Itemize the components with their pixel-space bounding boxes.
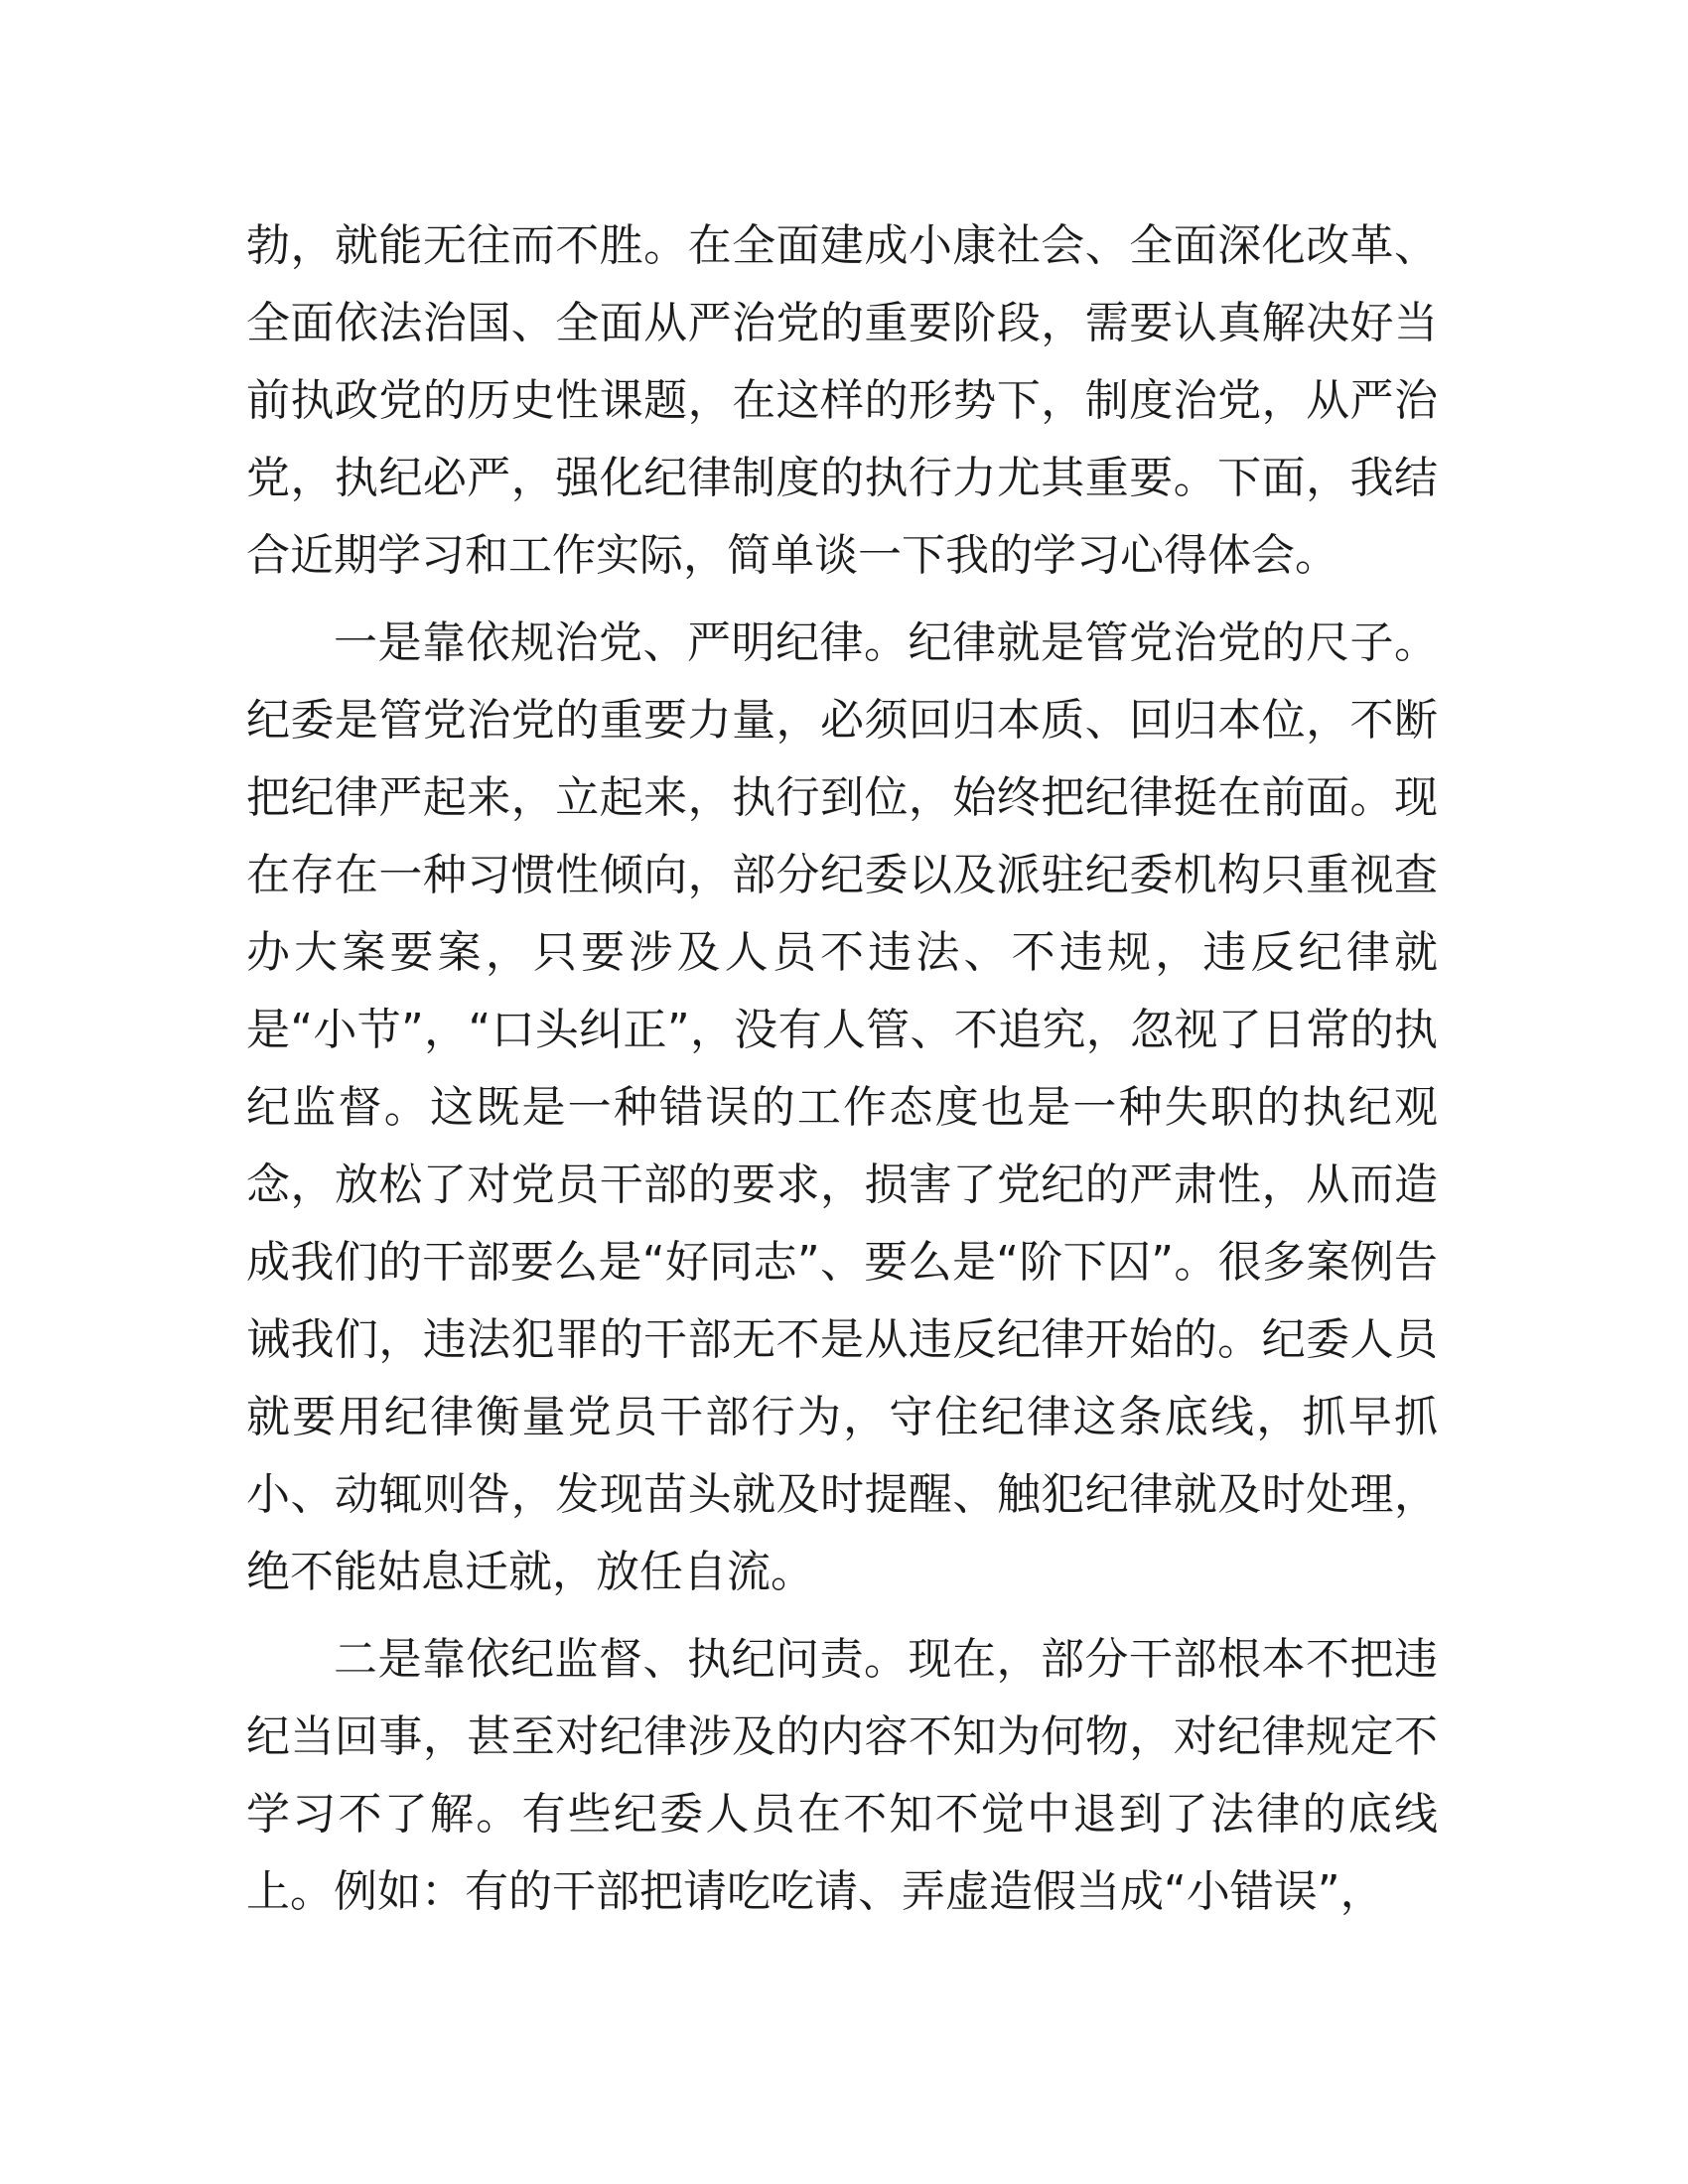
paragraph-intro: 勃，就能无往而不胜。在全面建成小康社会、全面深化改革、全面依法治国、全面从严治党的重要阶段，需要认真解决好当前执政党的历史性课题，在这样的形势下，制度治党，从严治党，执纪必严，强化纪律制度的执行力尤其重要。下面，我结合近期学习和工作实际，简单谈一下我的学习心得体会。: [246, 220, 1438, 581]
document-body: [246, 207, 1438, 1941]
paragraph-point-two: 二是靠依纪监督、执纪问责。现在，部分干部根本不把违纪当回事，甚至对纪律涉及的内容不知为何物，对纪律规定不学习不了解。有些纪委人员在不知不觉中退到了法律的底线上。例如：有的干部把请吃吃请、弄虚造假当成“小错误”，: [246, 1634, 1438, 1917]
paragraph-point-one: 一是靠依规治党、严明纪律。纪律就是管党治党的尺子。纪委是管党治党的重要力量，必须回归本质、回归本位，不断把纪律严起来，立起来，执行到位，始终把纪律挺在前面。现在存在一种习惯性倾向，部分纪委以及派驻纪委机构只重视查办大案要案，只要涉及人员不违法、不违规，违反纪律就是“小节”，“口头纠正”，没有人管、不追究，忽视了日常的执纪监督。这既是一种错误的工作态度也是一种失职的执纪观念，放松了对党员干部的要求，损害了党纪的严肃性，从而造成我们的干部要么是“好同志”、要么是“阶下囚”。很多案例告诫我们，违法犯罪的干部无不是从违反纪律开始的。纪委人员就要用纪律衡量党员干部行为，守住纪律这条底线，抓早抓小、动辄则咎，发现苗头就及时提醒、触犯纪律就及时处理，绝不能姑息迁就，放任自流。: [246, 617, 1438, 1597]
